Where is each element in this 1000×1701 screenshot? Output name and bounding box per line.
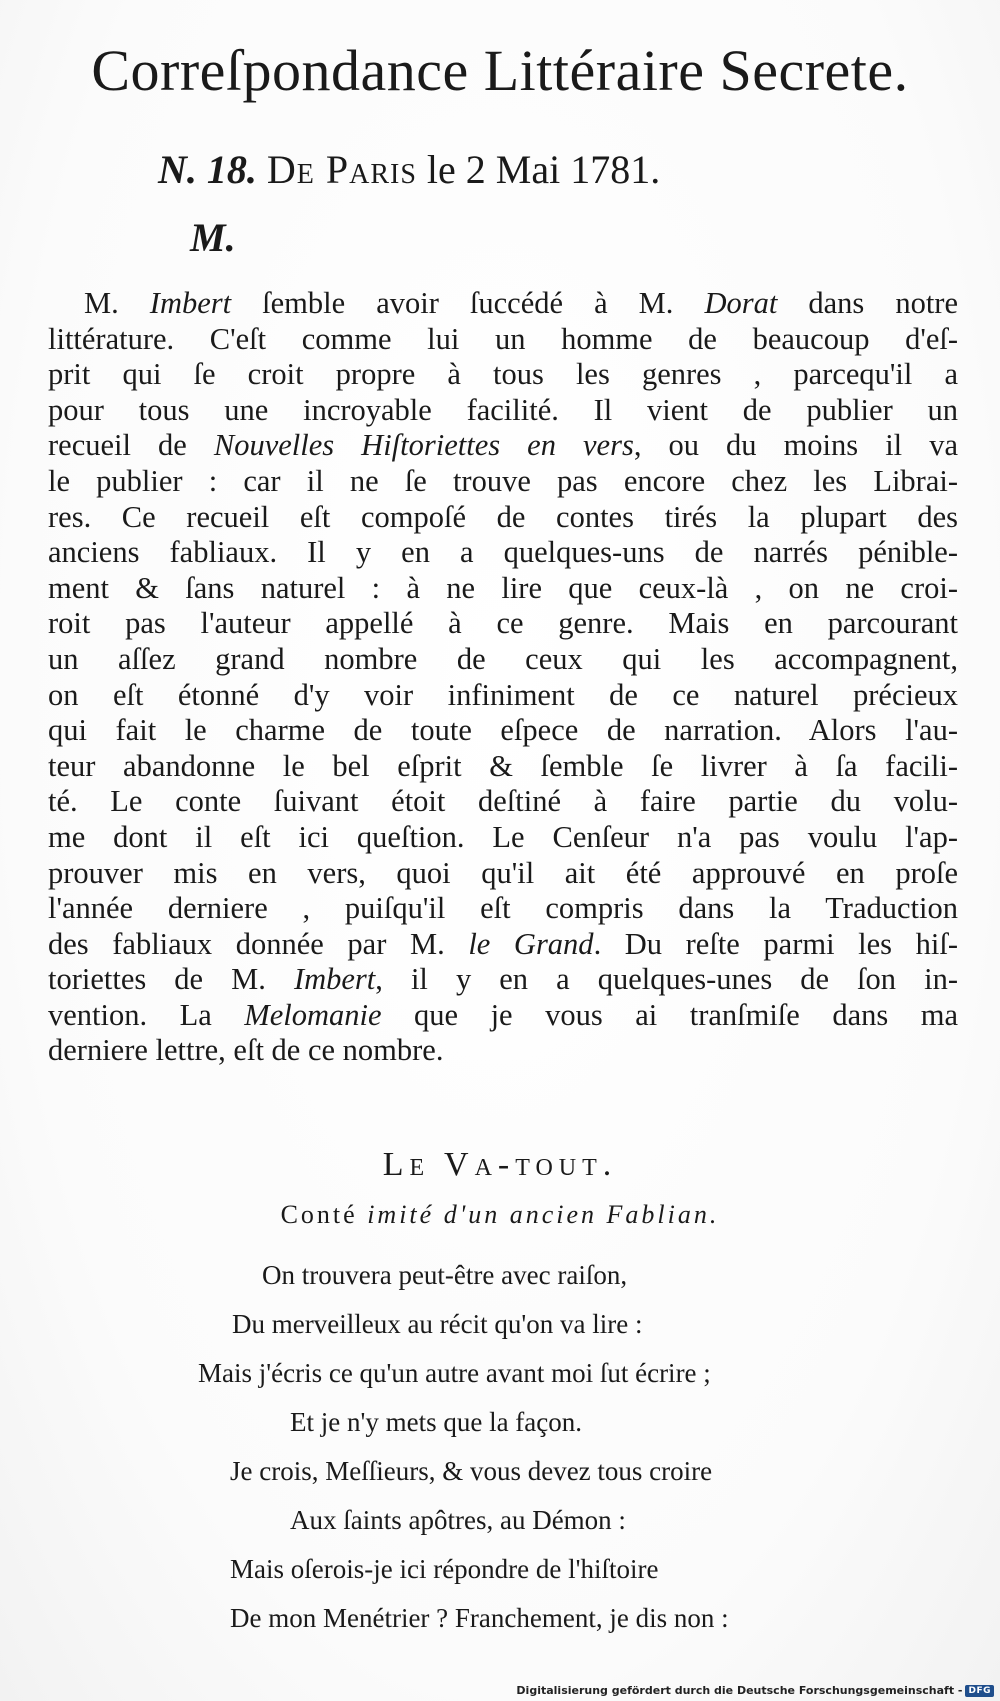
body-line: anciens fabliaux. Il y en a quelques-uns de narrés pénible- xyxy=(48,535,958,570)
body-line: le publier : car il ne ſe trouve pas encore chez les Librai- xyxy=(48,463,958,498)
dateline xyxy=(158,147,661,192)
body-line: recueil de Nouvelles Hiſtoriettes en vers, ou du moins il va xyxy=(48,428,958,463)
body-line: des fabliaux donnée par M. le Grand. Du reſte parmi les hiſ- xyxy=(48,926,958,961)
dateline-place: De Paris xyxy=(266,147,417,192)
verse-line: Mais j'écris ce qu'un autre avant moi ſut écrire ; xyxy=(198,1358,711,1388)
verse-line: Aux ſaints apôtres, au Démon : xyxy=(290,1505,626,1535)
body-line: littérature. C'eſt comme lui un homme de beaucoup d'eſ- xyxy=(48,321,958,356)
body-line: té. Le conte ſuivant étoit deſtiné à faire partie du volu- xyxy=(48,784,958,819)
body-line: derniere lettre, eſt de ce nombre. xyxy=(48,1033,444,1068)
letter-body xyxy=(48,286,958,1069)
dfg-logo: DFG xyxy=(965,1685,994,1697)
masthead-title: Correſpondance Littéraire Secrete. xyxy=(91,38,909,103)
salutation: M. xyxy=(190,215,236,260)
verse-line: Et je n'y mets que la façon. xyxy=(290,1407,583,1437)
body-line: vention. La Melomanie que je vous ai tranſmiſe dans ma xyxy=(48,997,959,1032)
body-line: teur abandonne le bel eſprit & ſemble ſe livrer à ſa facili- xyxy=(48,748,958,783)
body-line: l'année derniere , puiſqu'il eſt compris dans la Traduction xyxy=(48,891,958,926)
poem-subtitle-italic: imité d'un ancien Fablian. xyxy=(367,1200,720,1229)
body-line: ment & ſans naturel : à ne lire que ceux-là , on ne croi- xyxy=(48,570,958,605)
poem-subtitle xyxy=(0,1202,1000,1228)
italic-name: Imbert xyxy=(293,962,376,997)
poem-title: Le Va-tout. xyxy=(382,1146,618,1183)
body-line: roit pas l'auteur appellé à ce genre. Mais en parcourant xyxy=(48,606,958,641)
italic-name: Imbert xyxy=(149,286,232,320)
body-line: un aſſez grand nombre de ceux qui les accompagnent, xyxy=(48,641,958,676)
italic-name: Melomanie xyxy=(244,997,382,1032)
verse-line: De mon Menétrier ? Franchement, je dis non : xyxy=(230,1603,729,1633)
credit-text: Digitalisierung gefördert durch die Deutsche Forschungsgemeinschaft - xyxy=(516,1684,963,1697)
body-line: on eſt étonné d'y voir infiniment de ce naturel précieux xyxy=(48,677,958,712)
body-line: M. Imbert ſemble avoir ſuccédé à M. Dorat dans notre xyxy=(84,286,959,320)
verse-line: Mais oſerois-je ici répondre de l'hiſtoire xyxy=(230,1554,659,1584)
italic-name: le Grand xyxy=(468,926,594,961)
body-line: prouver mis en vers, quoi qu'il ait été approuvé en proſe xyxy=(48,855,958,890)
body-line: res. Ce recueil eſt compoſé de contes tirés la plupart des xyxy=(48,499,958,534)
verse-line: On trouvera peut-être avec raiſon, xyxy=(262,1260,628,1290)
digitization-credit xyxy=(516,1684,994,1697)
body-line: toriettes de M. Imbert, il y en a quelques-unes de ſon in- xyxy=(48,962,958,997)
body-line: qui fait le charme de toute eſpece de narration. Alors l'au- xyxy=(48,713,958,748)
italic-name: Dorat xyxy=(704,286,778,320)
body-line: me dont il eſt ici queſtion. Le Cenſeur n'a pas voulu l'ap- xyxy=(48,819,958,854)
verse-line: Je crois, Meſſieurs, & vous devez tous croire xyxy=(230,1456,713,1486)
issue-number: N. 18. xyxy=(158,147,257,192)
dateline-date: le 2 Mai 1781. xyxy=(426,147,661,192)
verse-line: Du merveilleux au récit qu'on va lire : xyxy=(232,1309,643,1339)
italic-name: Nouvelles Hiſtoriettes en vers xyxy=(213,428,634,463)
body-line: pour tous une incroyable facilité. Il vient de publier un xyxy=(48,392,958,427)
body-line: prit qui ſe croit propre à tous les genres , parcequ'il a xyxy=(48,357,958,392)
poem-subtitle-prefix: Conté xyxy=(280,1200,368,1229)
